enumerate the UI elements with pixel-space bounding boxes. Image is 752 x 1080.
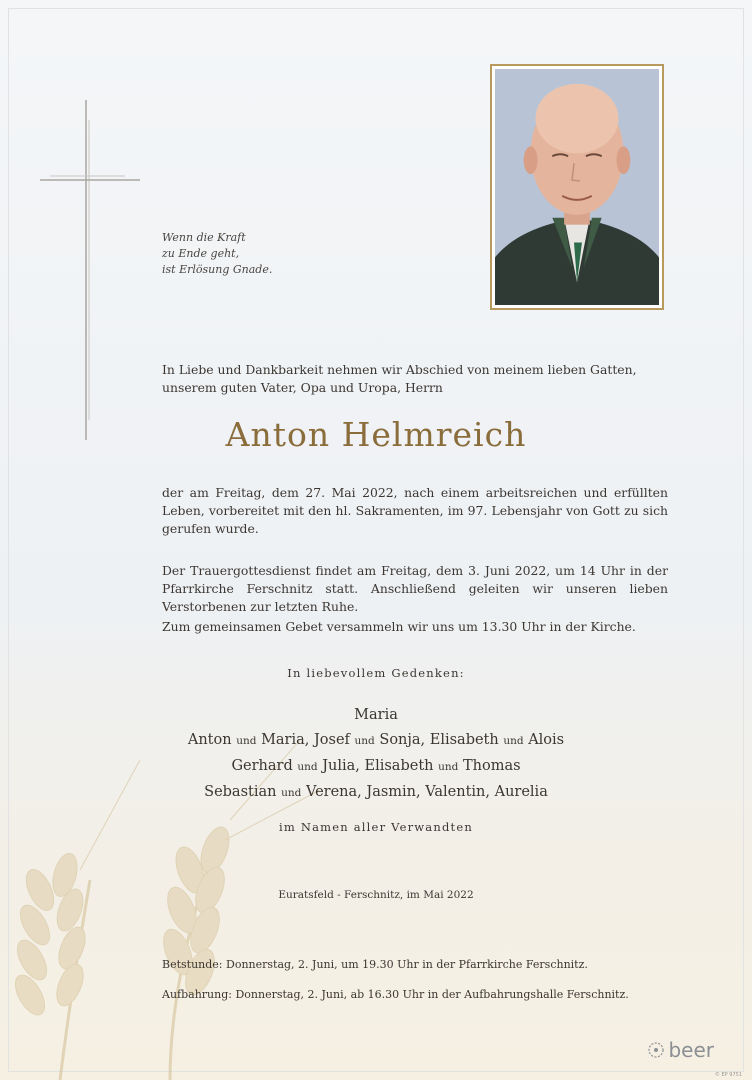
beer-logo [647,1038,714,1062]
family-name: Sebastian [204,784,277,800]
relatives-line: im Namen aller Verwandten [279,820,473,834]
conjunction: und [503,735,524,747]
family-name: Sonja, Elisabeth [379,732,499,748]
service-paragraph: Der Trauergottesdienst findet am Freitag, dem 3. Juni 2022, um 14 Uhr in der Pfarrkirche Ferschnitz statt. Anschließend geleiten wir unseren lieben Verstorbenen zur letzten Ruhe. [162,563,668,614]
quote-line-1: Wenn die Kraft [162,231,246,244]
family-name: Julia, Elisabeth [322,758,434,774]
conjunction: und [297,761,318,773]
portrait-photo [490,64,664,310]
family-line-2 [0,728,752,754]
gedenken-heading: In liebevollem Gedenken: [287,666,465,680]
family-list [0,703,752,806]
dandelion-icon [647,1041,665,1059]
quote-line-2: zu Ende geht, [162,247,240,260]
betstunde-info: Betstunde: Donnerstag, 2. Juni, um 19.30 Uhr in der Pfarrkirche Ferschnitz. [162,958,588,971]
family-name: Anton [187,732,232,748]
family-name: Alois [528,732,565,748]
family-name: Maria, Josef [261,732,350,748]
quote [162,230,272,278]
deceased-name: Anton Helmreich [225,415,527,454]
conjunction: und [354,735,375,747]
portrait-image [495,69,659,305]
conjunction: und [281,787,302,799]
family-name: Gerhard [231,758,293,774]
print-code: © EP 9751 [714,1072,742,1078]
family-line-4 [0,780,752,806]
place-date: Euratsfeld - Ferschnitz, im Mai 2022 [278,889,474,901]
conjunction: und [438,761,459,773]
aufbahrung-info: Aufbahrung: Donnerstag, 2. Juni, ab 16.30 Uhr in der Aufbahrungshalle Ferschnitz. [162,988,629,1001]
family-line-1 [0,703,752,728]
conjunction: und [236,735,257,747]
intro-text [162,361,668,397]
logo-text: beer [668,1038,714,1062]
quote-line-3: ist Erlösung Gnade. [162,263,273,276]
family-line-3 [0,754,752,780]
family-name: Thomas [462,758,521,774]
family-name: Maria [354,707,398,723]
prayer-paragraph: Zum gemeinsamen Gebet versammeln wir uns um 13.30 Uhr in der Kirche. [162,619,636,634]
intro-line-1: In Liebe und Dankbarkeit nehmen wir Abschied von meinem lieben Gatten, [162,362,637,377]
family-name: Verena, Jasmin, Valentin, Aurelia [305,784,548,800]
cross-icon [40,100,140,440]
death-paragraph: der am Freitag, dem 27. Mai 2022, nach einem arbeitsreichen und erfüllten Leben, vorbereitet mit den hl. Sakramenten, im 97. Lebensjahr von Gott zu sich gerufen wurde. [162,485,668,536]
intro-line-2: unserem guten Vater, Opa und Uropa, Herrn [162,380,443,395]
